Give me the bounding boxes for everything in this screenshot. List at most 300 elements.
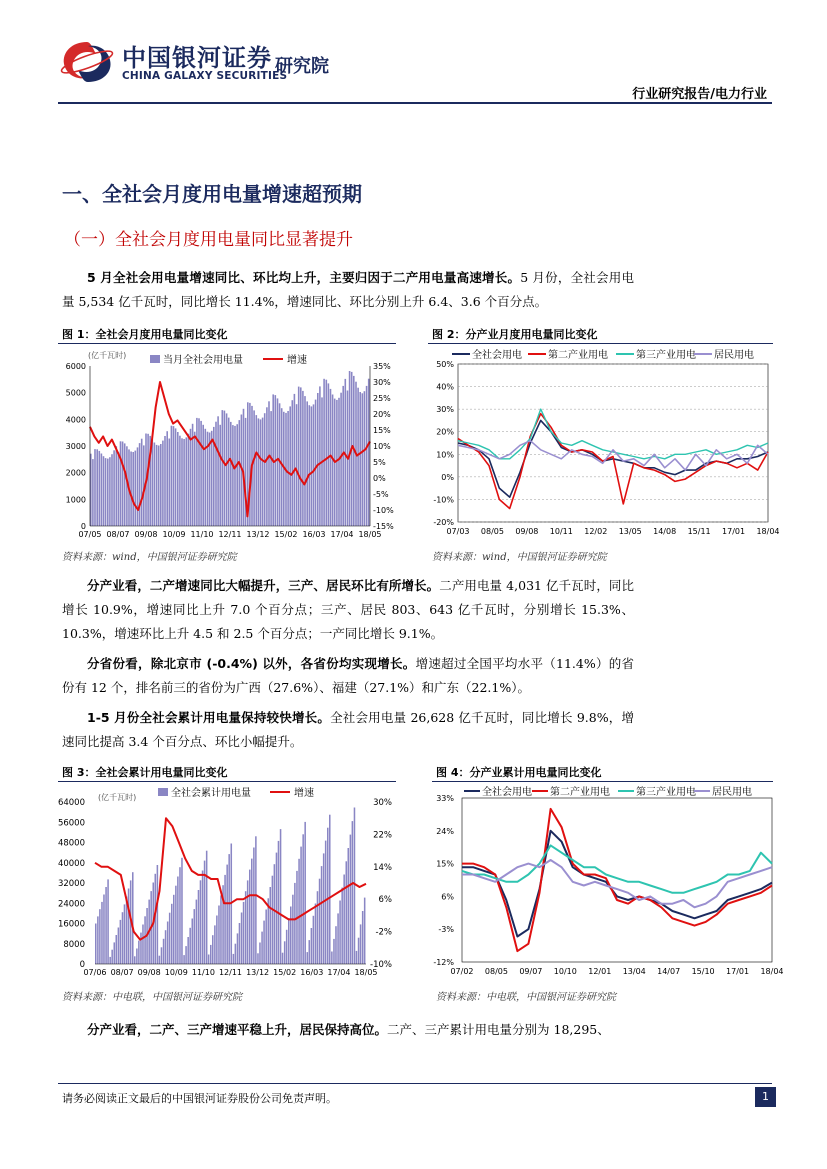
fig3-legend-line: 增速 xyxy=(294,788,314,799)
fig4-x-tick: 15/10 xyxy=(691,967,715,976)
fig4-legend xyxy=(464,785,752,798)
fig4-x-tick: 14/07 xyxy=(657,967,681,976)
fig1-unit-label: (亿千瓦时) xyxy=(88,351,127,360)
fig3-bar xyxy=(159,956,161,964)
disclaimer-note: 请务必阅读正文最后的中国银河证券股份公司免责声明。 xyxy=(62,1092,337,1105)
fig1-legend xyxy=(150,353,307,366)
paragraph-3-body: 增速超过全国平均水平（11.4%）的省份有 12 个，排名前三的省份为广西（27.6%）、福建（27.1%）和广东（22.1%）。 xyxy=(62,656,634,695)
fig4-y-tick: 33% xyxy=(436,794,454,803)
fig3-y-tick: 0 xyxy=(79,960,85,970)
fig1-x-tick: 11/10 xyxy=(190,530,214,539)
fig3-bar xyxy=(286,930,288,964)
fig3-bar xyxy=(341,888,343,964)
fig1-y2-tick: 35% xyxy=(373,362,391,371)
fig3-bar xyxy=(235,944,237,964)
fig1-x-tick: 10/09 xyxy=(162,530,186,539)
fig1-bar xyxy=(289,406,291,526)
fig1-x-tick: 17/04 xyxy=(330,530,354,539)
fig3-y2-tick: 30% xyxy=(373,798,392,808)
figure-1-source: 资料来源：wind，中国银河证券研究院 xyxy=(62,552,237,563)
fig1-legend-swatch-bars xyxy=(150,355,160,363)
fig3-x-tick: 13/12 xyxy=(246,968,270,977)
fig3-bar xyxy=(95,924,97,965)
fig3-x-tick: 18/05 xyxy=(354,968,378,977)
fig3-bar xyxy=(309,940,311,964)
fig3-y-tick: 64000 xyxy=(57,798,85,808)
fig3-y-tick: 40000 xyxy=(57,858,85,869)
fig1-bar xyxy=(319,386,321,526)
fig1-bar xyxy=(224,411,226,526)
fig1-bar xyxy=(173,426,175,526)
fig4-x-tick: 07/02 xyxy=(450,967,474,976)
fig3-bar xyxy=(105,887,107,964)
fig3-x-tick: 15/02 xyxy=(273,968,297,977)
figure-2-chart xyxy=(428,344,780,544)
fig2-x-tick: 12/02 xyxy=(584,527,608,536)
fig3-bar xyxy=(352,821,354,964)
fig3-bar xyxy=(265,910,267,965)
fig3-bar xyxy=(189,928,191,964)
fig1-y2-tick: 10% xyxy=(373,442,391,451)
fig3-bar xyxy=(192,919,194,965)
fig1-x-tick: 13/12 xyxy=(246,530,270,539)
fig3-x-tick: 12/11 xyxy=(218,968,243,977)
fig1-bar xyxy=(107,459,109,526)
fig3-bar xyxy=(294,883,296,964)
fig1-y-tick: 2000 xyxy=(65,468,86,478)
fig1-bar xyxy=(169,439,171,527)
fig3-bar xyxy=(132,872,134,964)
paragraph-5-lead: 分产业看，二产、三产增速平稳上升，居民保持高位。 xyxy=(87,1022,388,1037)
fig4-legend-0: 全社会用电 xyxy=(482,787,532,798)
fig2-plot-frame xyxy=(458,364,768,522)
fig1-bar xyxy=(253,410,255,526)
fig3-bar xyxy=(202,871,204,965)
fig1-bar xyxy=(230,422,232,526)
fig3-bar xyxy=(128,889,130,965)
fig3-bar xyxy=(196,900,198,964)
fig3-y2-tick: -10% xyxy=(370,960,392,970)
fig3-bar xyxy=(298,859,300,964)
fig1-y2-tick: -15% xyxy=(373,522,394,531)
fig3-bar xyxy=(239,923,241,964)
fig1-y-tick: 1000 xyxy=(65,495,86,505)
paragraph-5 xyxy=(62,1018,634,1042)
fig1-bar xyxy=(215,422,217,526)
fig1-bar xyxy=(205,429,207,526)
fig1-bar xyxy=(222,410,224,526)
fig3-legend xyxy=(158,786,314,799)
fig2-x-tick: 13/05 xyxy=(618,527,642,536)
fig1-bar xyxy=(315,400,317,526)
fig3-bar xyxy=(97,916,99,964)
page-number: 1 xyxy=(755,1087,776,1107)
brand-name-en: CHINA GALAXY SECURITIES xyxy=(122,70,288,82)
fig1-legend-line: 增速 xyxy=(287,355,307,366)
fig1-bar xyxy=(326,380,328,526)
fig3-bar xyxy=(346,861,348,964)
fig1-y2-tick: 25% xyxy=(373,394,391,403)
fig3-bar xyxy=(185,946,187,964)
fig1-bar xyxy=(309,405,311,526)
fig1-bar xyxy=(198,418,200,526)
figure-2-source: 资料来源：wind，中国银河证券研究院 xyxy=(432,552,607,563)
fig3-bar xyxy=(111,950,113,964)
fig1-bar xyxy=(190,429,192,526)
fig1-bar xyxy=(262,418,264,526)
figure-4-title: 图 4：分产业累计用电量同比变化 xyxy=(436,766,602,779)
fig1-bar xyxy=(99,451,101,526)
fig1-bar xyxy=(368,379,370,526)
fig1-bar xyxy=(328,383,330,526)
fig1-bar xyxy=(101,454,103,527)
fig1-bar xyxy=(219,425,221,526)
fig3-bar xyxy=(356,951,358,964)
fig3-bar xyxy=(290,907,292,965)
fig3-bar xyxy=(274,864,276,964)
fig3-bar xyxy=(255,836,257,964)
fig3-bar xyxy=(249,870,251,964)
fig3-bar xyxy=(118,928,120,965)
figure-3-title: 图 3：全社会累计用电量同比变化 xyxy=(62,766,228,779)
fig1-x-tick: 07/05 xyxy=(78,530,102,539)
fig1-bar xyxy=(124,443,126,526)
fig1-bar xyxy=(359,392,361,526)
fig1-bar xyxy=(317,393,319,526)
fig3-bar xyxy=(331,952,333,965)
fig3-bar xyxy=(173,895,175,964)
fig1-bar xyxy=(296,404,298,526)
paragraph-1-body: 5 月份，全社会用电量 5,534 亿千瓦时，同比增长 11.4%，增速同比、环比分别上升 6.4、3.6 个百分点。 xyxy=(62,270,634,309)
fig1-x-tick: 18/05 xyxy=(358,530,382,539)
fig1-bar xyxy=(171,426,173,526)
fig2-x-tick: 14/08 xyxy=(653,527,677,536)
fig1-y-tick: 3000 xyxy=(65,442,86,451)
fig3-legend-bars: 全社会累计用电量 xyxy=(171,788,251,799)
fig1-bar xyxy=(256,415,258,526)
fig3-bar xyxy=(276,853,278,964)
fig1-bar xyxy=(162,441,164,526)
fig3-bar xyxy=(99,909,101,964)
figure-4-chart xyxy=(432,782,784,982)
fig3-bar xyxy=(165,930,167,964)
fig1-bar xyxy=(118,452,120,526)
section-heading: 一、全社会月度用电量增速超预期 xyxy=(62,182,362,206)
fig1-bar xyxy=(147,434,149,526)
fig3-bar xyxy=(323,853,325,964)
fig2-x-tick: 08/05 xyxy=(480,527,504,536)
fig1-bar xyxy=(160,444,162,526)
fig3-bar xyxy=(138,941,140,964)
fig3-bar xyxy=(317,891,319,964)
paragraph-1-lead: 5 月全社会用电量增速同比、环比均上升，主要归因于二产用电量高速增长。 xyxy=(87,270,521,285)
fig1-bar xyxy=(130,452,132,527)
figure-2-title: 图 2：分产业月度用电量同比变化 xyxy=(432,328,598,341)
fig4-x-tick: 08/05 xyxy=(484,967,508,976)
fig3-bar xyxy=(304,822,306,964)
fig3-bar xyxy=(103,895,105,965)
fig3-bar xyxy=(354,808,356,965)
fig1-bar xyxy=(336,400,338,526)
fig1-bar xyxy=(264,413,266,526)
fig1-bar xyxy=(188,434,190,526)
galaxy-logo-icon xyxy=(58,38,116,86)
fig2-y-tick: 50% xyxy=(436,360,454,369)
fig1-bar xyxy=(302,391,304,526)
fig1-bar xyxy=(340,393,342,526)
fig4-y-tick: 6% xyxy=(441,892,454,902)
fig3-y-tick: 8000 xyxy=(63,939,85,950)
fig3-y-tick: 48000 xyxy=(57,838,85,849)
fig1-bar xyxy=(277,398,279,526)
fig1-y-tick: 4000 xyxy=(65,415,86,425)
brand-name-cn: 中国银河证券 xyxy=(122,44,272,72)
fig4-series-line xyxy=(462,809,772,951)
fig3-bar xyxy=(226,865,228,964)
fig1-y2-tick: 20% xyxy=(373,410,391,419)
fig3-bar xyxy=(337,913,339,964)
fig1-bar xyxy=(175,428,177,526)
fig3-bar xyxy=(292,895,294,964)
fig1-bar xyxy=(122,442,124,527)
paragraph-3 xyxy=(62,652,634,700)
fig3-x-tick: 07/06 xyxy=(83,968,107,977)
fig1-y2-tick: 5% xyxy=(373,458,386,467)
fig1-bar xyxy=(137,447,139,526)
fig1-bar xyxy=(306,401,308,526)
fig1-bar xyxy=(139,443,141,526)
fig1-y-tick: 0 xyxy=(80,522,86,531)
fig3-bar xyxy=(270,887,272,964)
fig3-bar xyxy=(253,848,255,965)
fig4-legend-2: 第三产业用电 xyxy=(636,787,696,798)
fig3-bar xyxy=(364,898,366,964)
fig3-y2-tick: 22% xyxy=(373,830,392,841)
fig1-x-tick: 16/03 xyxy=(302,530,326,539)
fig1-x-tick: 12/11 xyxy=(218,530,242,539)
fig3-bar xyxy=(280,829,282,964)
fig3-bar xyxy=(241,913,243,965)
fig3-x-tick: 10/09 xyxy=(164,968,188,977)
fig1-y2-tick: 15% xyxy=(373,426,391,435)
fig1-bar xyxy=(202,425,204,526)
fig2-legend xyxy=(452,348,754,361)
fig3-x-tick: 11/10 xyxy=(191,968,215,977)
fig3-bar xyxy=(144,916,146,964)
fig1-bar xyxy=(194,432,196,526)
fig3-bar xyxy=(194,909,196,964)
figure-1-chart xyxy=(58,344,403,544)
header-rule xyxy=(58,102,772,104)
paragraph-5-body: 二产、三产累计用电量分别为 18,295、 xyxy=(387,1022,610,1037)
fig2-y-tick: -20% xyxy=(433,518,454,527)
fig2-y-tick: -10% xyxy=(433,495,454,505)
fig1-bar xyxy=(292,400,294,526)
paragraph-2-lead: 分产业看，二产增速同比大幅提升，三产、居民环比有所增长。 xyxy=(87,578,440,593)
fig4-x-tick: 13/04 xyxy=(622,967,646,976)
fig4-y-tick: -12% xyxy=(433,958,454,967)
fig2-y-tick: 40% xyxy=(436,382,454,392)
fig3-bar xyxy=(124,904,126,964)
fig3-bar xyxy=(177,877,179,965)
fig3-bar xyxy=(212,935,214,964)
fig1-bar xyxy=(113,450,115,526)
fig2-series-line xyxy=(458,441,768,470)
paragraph-1 xyxy=(62,266,634,314)
fig1-legend-bars: 当月全社会用电量 xyxy=(163,355,243,366)
fig2-legend-2: 第三产业用电 xyxy=(636,350,696,361)
fig3-bar xyxy=(243,902,245,964)
brand-institute: 研究院 xyxy=(275,56,329,77)
fig3-bar xyxy=(319,879,321,964)
fig1-bar xyxy=(164,436,166,526)
fig3-legend-swatch-bars xyxy=(158,788,168,796)
fig3-bar xyxy=(307,952,309,964)
figure-1-title: 图 1：全社会月度用电量同比变化 xyxy=(62,328,228,341)
fig1-bar xyxy=(298,387,300,526)
fig1-x-tick: 08/07 xyxy=(106,530,130,539)
fig3-bar xyxy=(200,880,202,964)
fig1-bar xyxy=(152,439,154,526)
fig3-bar xyxy=(245,891,247,964)
fig1-bar xyxy=(366,386,368,526)
fig3-y-tick: 56000 xyxy=(57,818,85,829)
fig1-bar xyxy=(132,452,134,526)
fig2-x-tick: 10/11 xyxy=(549,527,573,536)
fig2-series-line xyxy=(458,414,768,509)
fig1-bar xyxy=(156,445,158,526)
fig1-bar xyxy=(266,407,268,526)
fig1-bar xyxy=(183,439,185,526)
fig1-bar xyxy=(228,418,230,526)
fig1-bar xyxy=(236,424,238,526)
fig2-x-tick: 07/03 xyxy=(446,527,470,536)
fig3-bar xyxy=(114,942,116,964)
paragraph-3-lead: 分省份看，除北京市 (-0.4%) 以外，各省份均实现增长。 xyxy=(87,656,416,671)
fig4-x-tick: 09/07 xyxy=(519,967,543,976)
fig1-bar xyxy=(287,411,289,526)
fig2-y-tick: 30% xyxy=(436,405,454,415)
fig3-bar xyxy=(251,859,253,964)
paragraph-4-body: 全社会用电量 26,628 亿千瓦时，同比增长 9.8%，增速同比提高 3.4 个百分点、环比小幅提升。 xyxy=(62,710,634,749)
fig4-x-tick: 17/01 xyxy=(726,967,750,976)
fig3-bar xyxy=(261,932,263,964)
fig1-bar xyxy=(364,391,366,526)
fig3-bar xyxy=(210,945,212,964)
fig3-bar xyxy=(198,890,200,964)
fig1-bar xyxy=(249,403,251,526)
paragraph-4 xyxy=(62,706,634,754)
figure-3-source: 资料来源：中电联，中国银河证券研究院 xyxy=(62,992,242,1003)
fig1-bar xyxy=(357,388,359,526)
fig1-bar xyxy=(177,432,179,526)
fig3-bar xyxy=(360,924,362,964)
fig3-bar xyxy=(218,906,220,965)
fig4-plot-frame xyxy=(462,798,772,962)
fig3-bar xyxy=(278,841,280,964)
fig3-bar xyxy=(179,867,181,964)
fig3-bar xyxy=(216,916,218,965)
fig4-legend-1: 第二产业用电 xyxy=(550,787,610,798)
fig3-bar xyxy=(348,848,350,964)
fig3-bar xyxy=(157,865,159,964)
report-type: 行业研究报告/电力行业 xyxy=(632,87,767,102)
fig3-bar xyxy=(142,925,144,965)
fig3-bar xyxy=(140,933,142,964)
fig1-x-tick: 09/08 xyxy=(134,530,158,539)
fig3-bar xyxy=(228,854,230,964)
fig1-bar xyxy=(338,398,340,526)
fig3-bar xyxy=(136,949,138,965)
fig3-bar xyxy=(107,879,109,964)
footer-rule xyxy=(58,1083,772,1084)
fig1-bar xyxy=(349,371,351,526)
fig1-bar xyxy=(234,426,236,526)
fig3-x-tick: 16/03 xyxy=(300,968,324,977)
fig1-bar xyxy=(103,456,105,526)
fig1-bar xyxy=(300,387,302,526)
subsection-heading: （一）全社会月度用电量同比显著提升 xyxy=(64,230,353,250)
fig3-bar xyxy=(300,847,302,964)
fig3-bar xyxy=(288,918,290,964)
fig3-bar xyxy=(247,880,249,964)
fig1-bar xyxy=(109,457,111,526)
fig3-bar xyxy=(257,953,259,964)
fig3-bar xyxy=(224,875,226,964)
fig3-bar xyxy=(329,815,331,964)
fig3-bar xyxy=(333,939,335,964)
fig1-bar xyxy=(311,406,313,526)
fig3-bar xyxy=(181,858,183,964)
fig3-bar xyxy=(163,939,165,964)
fig3-bar xyxy=(350,835,352,964)
fig2-x-tick: 18/04 xyxy=(756,527,780,536)
fig3-bar xyxy=(214,925,216,964)
fig1-bar xyxy=(96,449,98,526)
fig2-legend-3: 居民用电 xyxy=(714,350,754,361)
fig1-bar xyxy=(120,441,122,526)
fig3-y-tick: 32000 xyxy=(57,879,85,889)
fig3-bar xyxy=(272,876,274,964)
fig3-x-tick: 08/07 xyxy=(110,968,134,977)
fig3-bar xyxy=(169,913,171,964)
fig3-bar xyxy=(187,937,189,964)
fig1-bar xyxy=(260,419,262,526)
fig3-bar xyxy=(134,956,136,964)
fig1-bar xyxy=(281,408,283,526)
fig1-bar xyxy=(313,404,315,526)
fig1-bar xyxy=(270,411,272,526)
fig2-legend-1: 第二产业用电 xyxy=(548,350,608,361)
fig3-bar xyxy=(315,904,317,965)
fig3-bar xyxy=(206,851,208,964)
paragraph-2 xyxy=(62,574,634,646)
fig3-bar xyxy=(183,955,185,964)
fig3-bar xyxy=(167,922,169,965)
fig4-y-tick: -3% xyxy=(438,925,454,935)
fig1-bar xyxy=(211,431,213,526)
fig4-y-tick: 15% xyxy=(436,859,454,869)
fig2-x-tick: 15/11 xyxy=(687,527,711,536)
fig2-legend-0: 全社会用电 xyxy=(472,350,522,361)
fig3-bar xyxy=(233,954,235,964)
fig1-bar xyxy=(304,396,306,526)
fig1-bar xyxy=(105,458,107,526)
fig3-bar xyxy=(116,935,118,964)
fig2-x-tick: 17/01 xyxy=(722,527,746,536)
fig1-bar xyxy=(135,451,137,526)
fig1-bar xyxy=(92,459,94,526)
